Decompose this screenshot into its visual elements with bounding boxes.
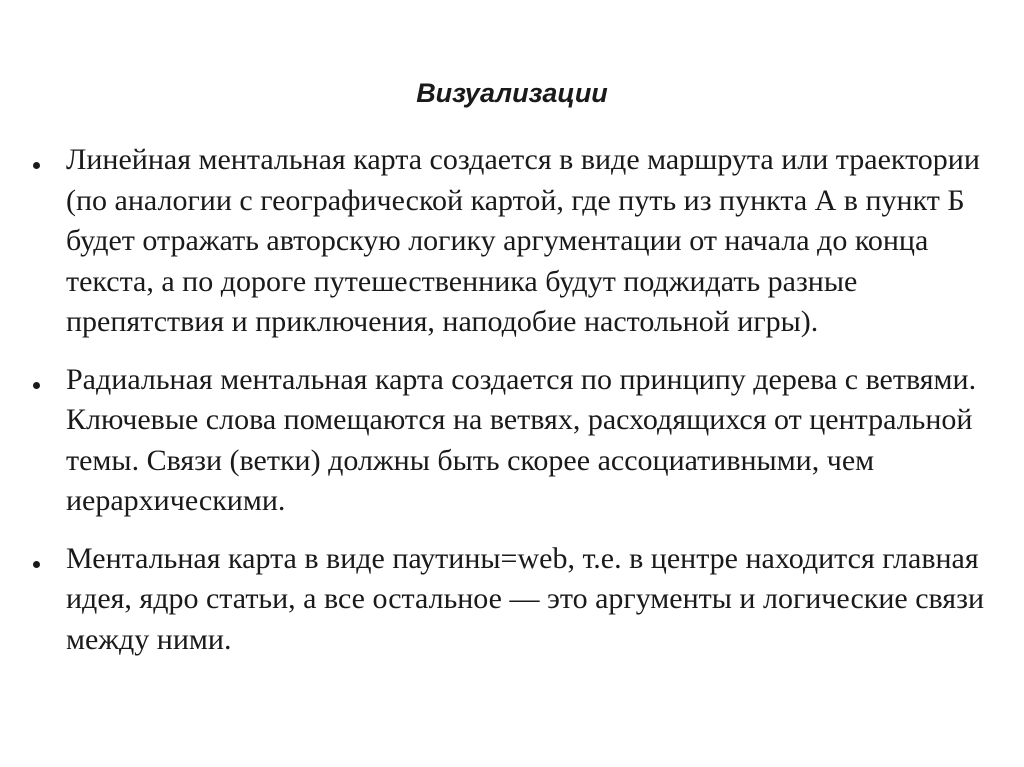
list-item [30,539,990,661]
slide-title: Визуализации [416,78,608,108]
list-item-text: Ментальная карта в виде паутины=web, т.е. в центре находится главная идея, ядро статьи, а все остальное — это аргументы и логические связи между ними. [66,541,985,656]
bullet-icon [30,360,50,400]
list-item-text: Радиальная ментальная карта создается по принципу дерева с ветвями. Ключевые слова помещаются на ветвях, расходящихся от центральной темы. Связи (ветки) должны быть скорее ассоциативными, чем иерархическими. [66,362,977,517]
list-item [30,360,990,522]
list-item [30,140,990,343]
bullet-list [30,140,990,677]
list-item-text: Линейная ментальная карта создается в виде маршрута или траектории (по аналогии с географической картой, где путь из пункта А в пункт Б будет отражать авторскую логику аргументации от начала до конца текста, а по дороге путешественника будут поджидать разные препятствия и приключения, наподобие настольной игры). [66,143,980,338]
bullet-icon [30,539,50,579]
bullet-icon [30,140,50,180]
